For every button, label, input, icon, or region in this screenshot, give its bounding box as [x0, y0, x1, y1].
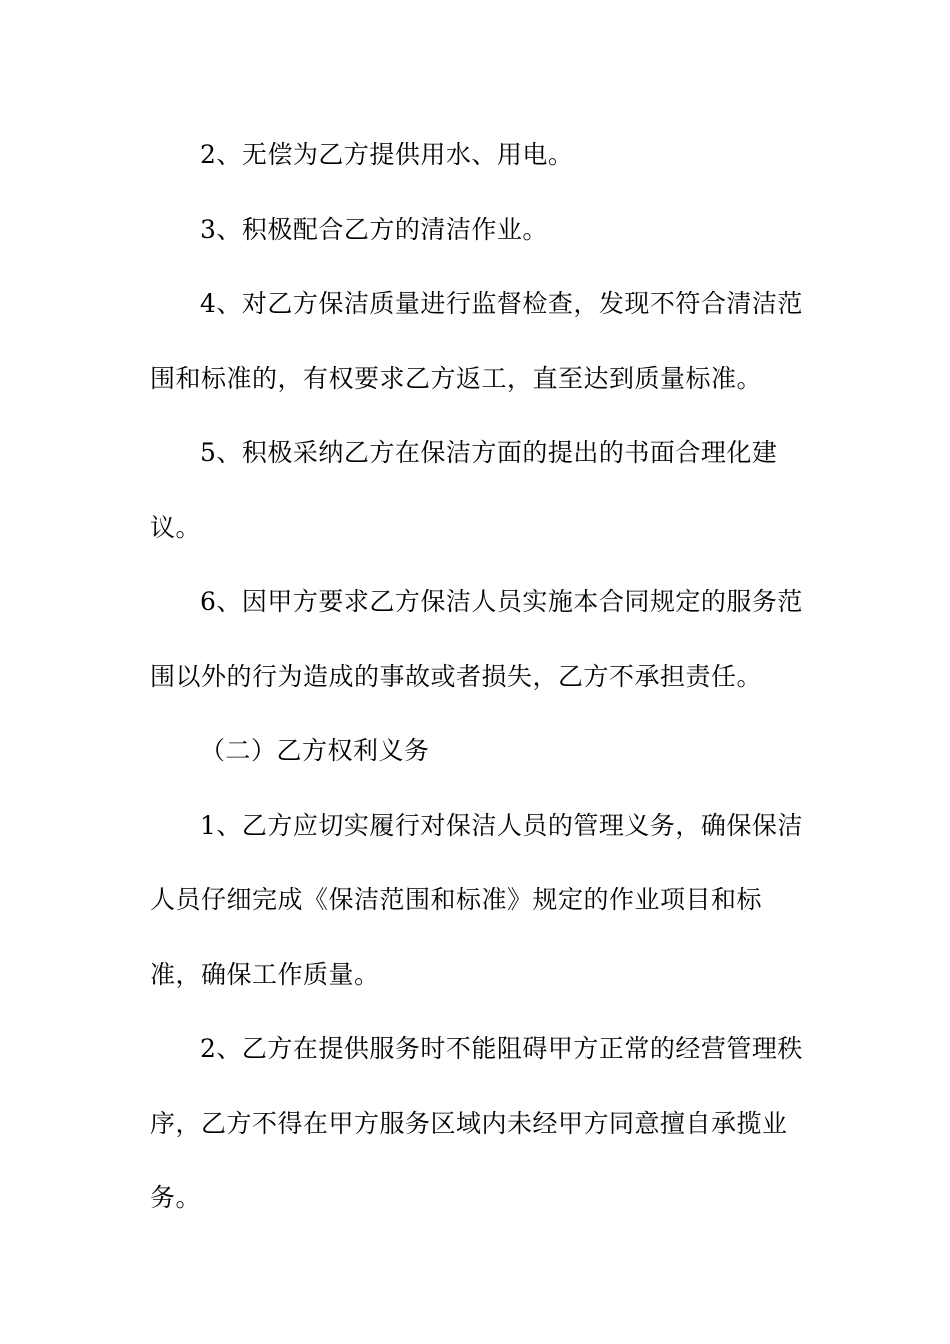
paragraph-item-3 — [150, 193, 810, 268]
section-heading-text: （二）乙方权利义务 — [200, 736, 430, 765]
text-line: 围以外的行为造成的事故或者损失，乙方不承担责任。 — [150, 661, 763, 691]
text-line: 5、积极采纳乙方在保洁方面的提出的书面合理化建 — [200, 438, 778, 467]
text-line: 3、积极配合乙方的清洁作业。 — [200, 214, 548, 244]
text-line: 人员仔细完成《保洁范围和标准》规定的作业项目和标 — [150, 885, 763, 914]
text-line: 2、无偿为乙方提供用水、用电。 — [200, 140, 574, 169]
text-line: 序，乙方不得在甲方服务区域内未经甲方同意擅自承揽业 — [150, 1108, 788, 1138]
text-line: 4、对乙方保洁质量进行监督检查，发现不符合清洁范 — [200, 289, 803, 318]
paragraph-b-item-1 — [150, 789, 810, 1013]
paragraph-item-4 — [150, 267, 810, 416]
document-body — [150, 118, 810, 1236]
text-line: 6、因甲方要求乙方保洁人员实施本合同规定的服务范 — [200, 587, 803, 616]
text-line: 1、乙方应切实履行对保洁人员的管理义务，确保保洁 — [200, 810, 803, 840]
paragraph-item-5 — [150, 416, 810, 565]
paragraph-item-2 — [150, 118, 810, 193]
section-heading — [150, 714, 810, 789]
text-line: 围和标准的，有权要求乙方返工，直至达到质量标准。 — [150, 363, 763, 393]
paragraph-item-6 — [150, 565, 810, 714]
paragraph-b-item-2 — [150, 1012, 810, 1236]
text-line: 务。 — [150, 1183, 202, 1212]
text-line: 2、乙方在提供服务时不能阻碍甲方正常的经营管理秩 — [200, 1034, 803, 1063]
text-line: 准，确保工作质量。 — [150, 959, 380, 989]
text-line: 议。 — [150, 512, 202, 542]
